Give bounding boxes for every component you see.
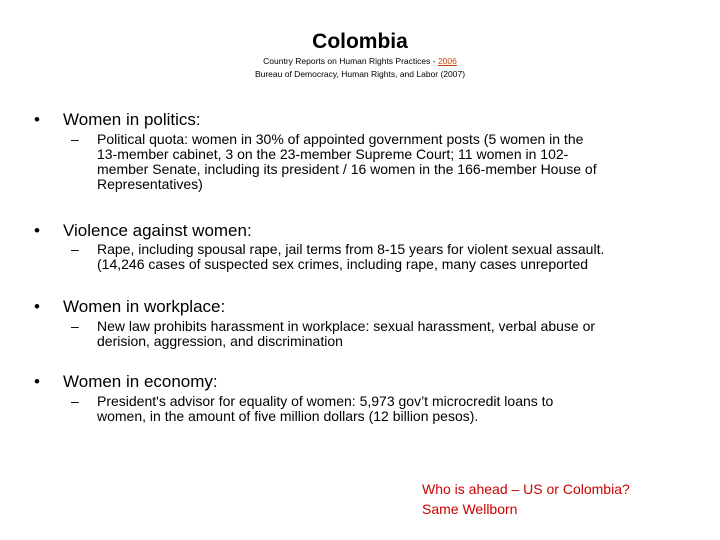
bullet-label: Women in economy: bbox=[63, 372, 218, 391]
bullet-label: Violence against women: bbox=[63, 221, 252, 240]
bullet-marker: • bbox=[34, 297, 40, 316]
footer-author: Same Wellborn bbox=[422, 501, 518, 517]
source-year-link[interactable]: 2006 bbox=[437, 56, 457, 66]
sub-bullet-line: member Senate, including its president / 16 women in the 166-member House of bbox=[97, 161, 597, 177]
sub-bullet-text bbox=[97, 319, 682, 349]
sub-bullet-line: (14,246 cases of suspected sex crimes, including rape, many cases unreported bbox=[97, 256, 589, 272]
bullet-marker: • bbox=[34, 221, 40, 240]
footer-note bbox=[422, 479, 630, 519]
sub-bullet-text bbox=[97, 132, 682, 192]
source-report-name: Country Reports on Human Rights Practices - bbox=[263, 56, 438, 66]
sub-bullet-marker: – bbox=[71, 241, 79, 257]
sub-bullet-marker: – bbox=[71, 393, 79, 409]
footer-question: Who is ahead – US or Colombia? bbox=[422, 481, 630, 497]
bullet-marker: • bbox=[34, 372, 40, 391]
slide-title: Colombia bbox=[312, 30, 408, 53]
sub-bullet-marker: – bbox=[71, 318, 79, 334]
sub-bullet-line: Rape, including spousal rape, jail terms from 8-15 years for violent sexual assault. bbox=[97, 241, 605, 257]
source-line-2: Bureau of Democracy, Human Rights, and Labor (2007) bbox=[254, 69, 466, 79]
sub-bullet-text bbox=[97, 242, 682, 272]
sub-bullet-line: derision, aggression, and discrimination bbox=[97, 333, 343, 349]
sub-bullet-line: Political quota: women in 30% of appointed government posts (5 women in the bbox=[97, 131, 584, 147]
sub-bullet-line: women, in the amount of five million dollars (12 billion pesos). bbox=[97, 408, 479, 424]
bullet-label: Women in workplace: bbox=[63, 297, 226, 316]
sub-bullet-line: 13-member cabinet, 3 on the 23-member Supreme Court; 11 women in 102- bbox=[97, 146, 569, 162]
sub-bullet-text bbox=[97, 394, 682, 424]
source-line-1 bbox=[0, 55, 720, 68]
sub-bullet-line: Representatives) bbox=[97, 176, 203, 192]
sub-bullet-line: New law prohibits harassment in workplace: sexual harassment, verbal abuse or bbox=[97, 318, 596, 334]
sub-bullet-marker: – bbox=[71, 131, 79, 147]
bullet-marker: • bbox=[34, 110, 40, 129]
bullet-label: Women in politics: bbox=[63, 110, 201, 129]
sub-bullet-line: President's advisor for equality of women: 5,973 gov’t microcredit loans to bbox=[97, 393, 554, 409]
